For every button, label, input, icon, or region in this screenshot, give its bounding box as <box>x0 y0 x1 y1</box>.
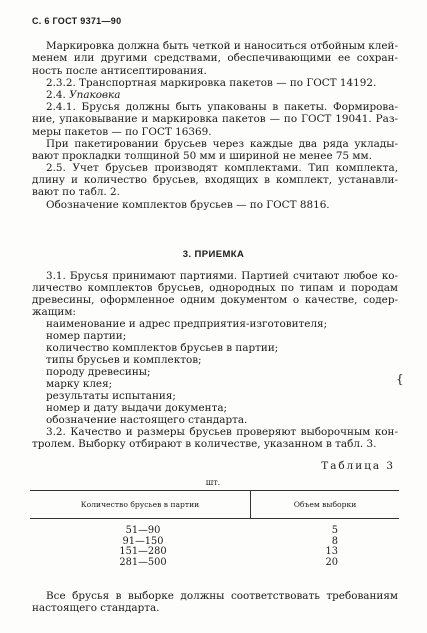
body-line: Маркировка должна быть четкой и наноситься отбойным клей- <box>46 40 398 52</box>
body-line: При пакетировании брусьев через каждые два ряда уклады- <box>46 138 398 150</box>
table-cell-range: 91—150 <box>122 535 164 547</box>
list-item: номер партии; <box>46 330 127 342</box>
body-line: 3.1. Брусья принимают партиями. Партией считают любое ко- <box>46 270 398 282</box>
list-item: номер и дату выдачи документа; <box>46 402 228 414</box>
list-item: марку клея; <box>46 378 113 390</box>
table-cell-sample: 20 <box>325 556 338 568</box>
page-header: С. 6 ГОСТ 9371—90 <box>32 16 122 26</box>
table-cell-range: 281—500 <box>119 556 167 568</box>
subsection-heading-text: 2.4. Упаковка <box>46 89 121 101</box>
list-item: наименование и адрес предприятия-изготовителя; <box>46 318 328 330</box>
body-line: Обозначение комплектов брусьев — по ГОСТ 8816. <box>46 199 330 211</box>
list-item: результаты испытания; <box>46 390 176 402</box>
body-line: меры пакетов — по ГОСТ 16369. <box>32 126 212 138</box>
margin-brace: { <box>396 372 404 386</box>
list-item: типы брусьев и комплектов; <box>46 354 202 366</box>
body-line: жащим: <box>32 306 76 318</box>
body-line: вают по табл. 2. <box>32 186 120 198</box>
subsection-heading-title: Упаковка <box>69 89 121 101</box>
list-item: количество комплектов брусьев в партии; <box>46 342 279 354</box>
table-cell-range: 51—90 <box>125 525 161 536</box>
table-header-sample: Объем выборки <box>293 500 357 509</box>
table-cell-sample: 13 <box>325 546 338 557</box>
table-cell-sample: 5 <box>331 525 338 536</box>
table-header-rule <box>30 518 399 519</box>
body-line: менем или другими средствами, обеспечивающими ее сохран- <box>32 52 398 64</box>
list-item: обозначение настоящего стандарта. <box>46 414 248 426</box>
body-line: тролем. Выборку отбирают в количестве, указанном в табл. 3. <box>32 438 377 450</box>
body-line: личество комплектов брусьев, однородных по типам и породам <box>32 282 398 294</box>
body-line: 2.5. Учет брусьев производят комплектами. Тип комплекта, <box>46 162 398 174</box>
subsection-heading <box>46 89 120 101</box>
body-line: настоящего стандарта. <box>32 602 160 614</box>
body-line: 3.2. Качество и размеры брусьев проверяют выборочным кон- <box>46 426 398 438</box>
table-cell-sample: 8 <box>331 535 338 547</box>
body-line: древесины, оформленное одним документом о качестве, содер- <box>32 294 398 306</box>
body-line: Все брусья в выборке должны соответствовать требованиям <box>46 590 398 602</box>
table-unit: шт. <box>205 478 221 487</box>
body-line: ние, упаковывание и маркировка пакетов — по ГОСТ 19041. Раз- <box>32 113 398 125</box>
table-caption: Таблица 3 <box>321 460 395 472</box>
body-line: 2.4.1. Брусья должны быть упакованы в пакеты. Формирова- <box>46 101 398 113</box>
table-header-quantity: Количество брусьев в партии <box>80 500 200 509</box>
table-top-rule <box>30 490 399 491</box>
body-line: вают прокладки толщиной 50 мм и шириной не менее 75 мм. <box>32 150 372 162</box>
body-line: ность после антисептирования. <box>32 65 207 77</box>
body-line: 2.3.2. Транспортная маркировка пакетов — по ГОСТ 14192. <box>46 77 377 89</box>
body-line: длину и количество брусьев, входящих в комплект, устанавли- <box>32 174 398 186</box>
table-cell-range: 151—280 <box>119 546 167 557</box>
section-title: 3. ПРИЕМКА <box>182 249 245 260</box>
list-item: породу древесины; <box>46 366 151 378</box>
